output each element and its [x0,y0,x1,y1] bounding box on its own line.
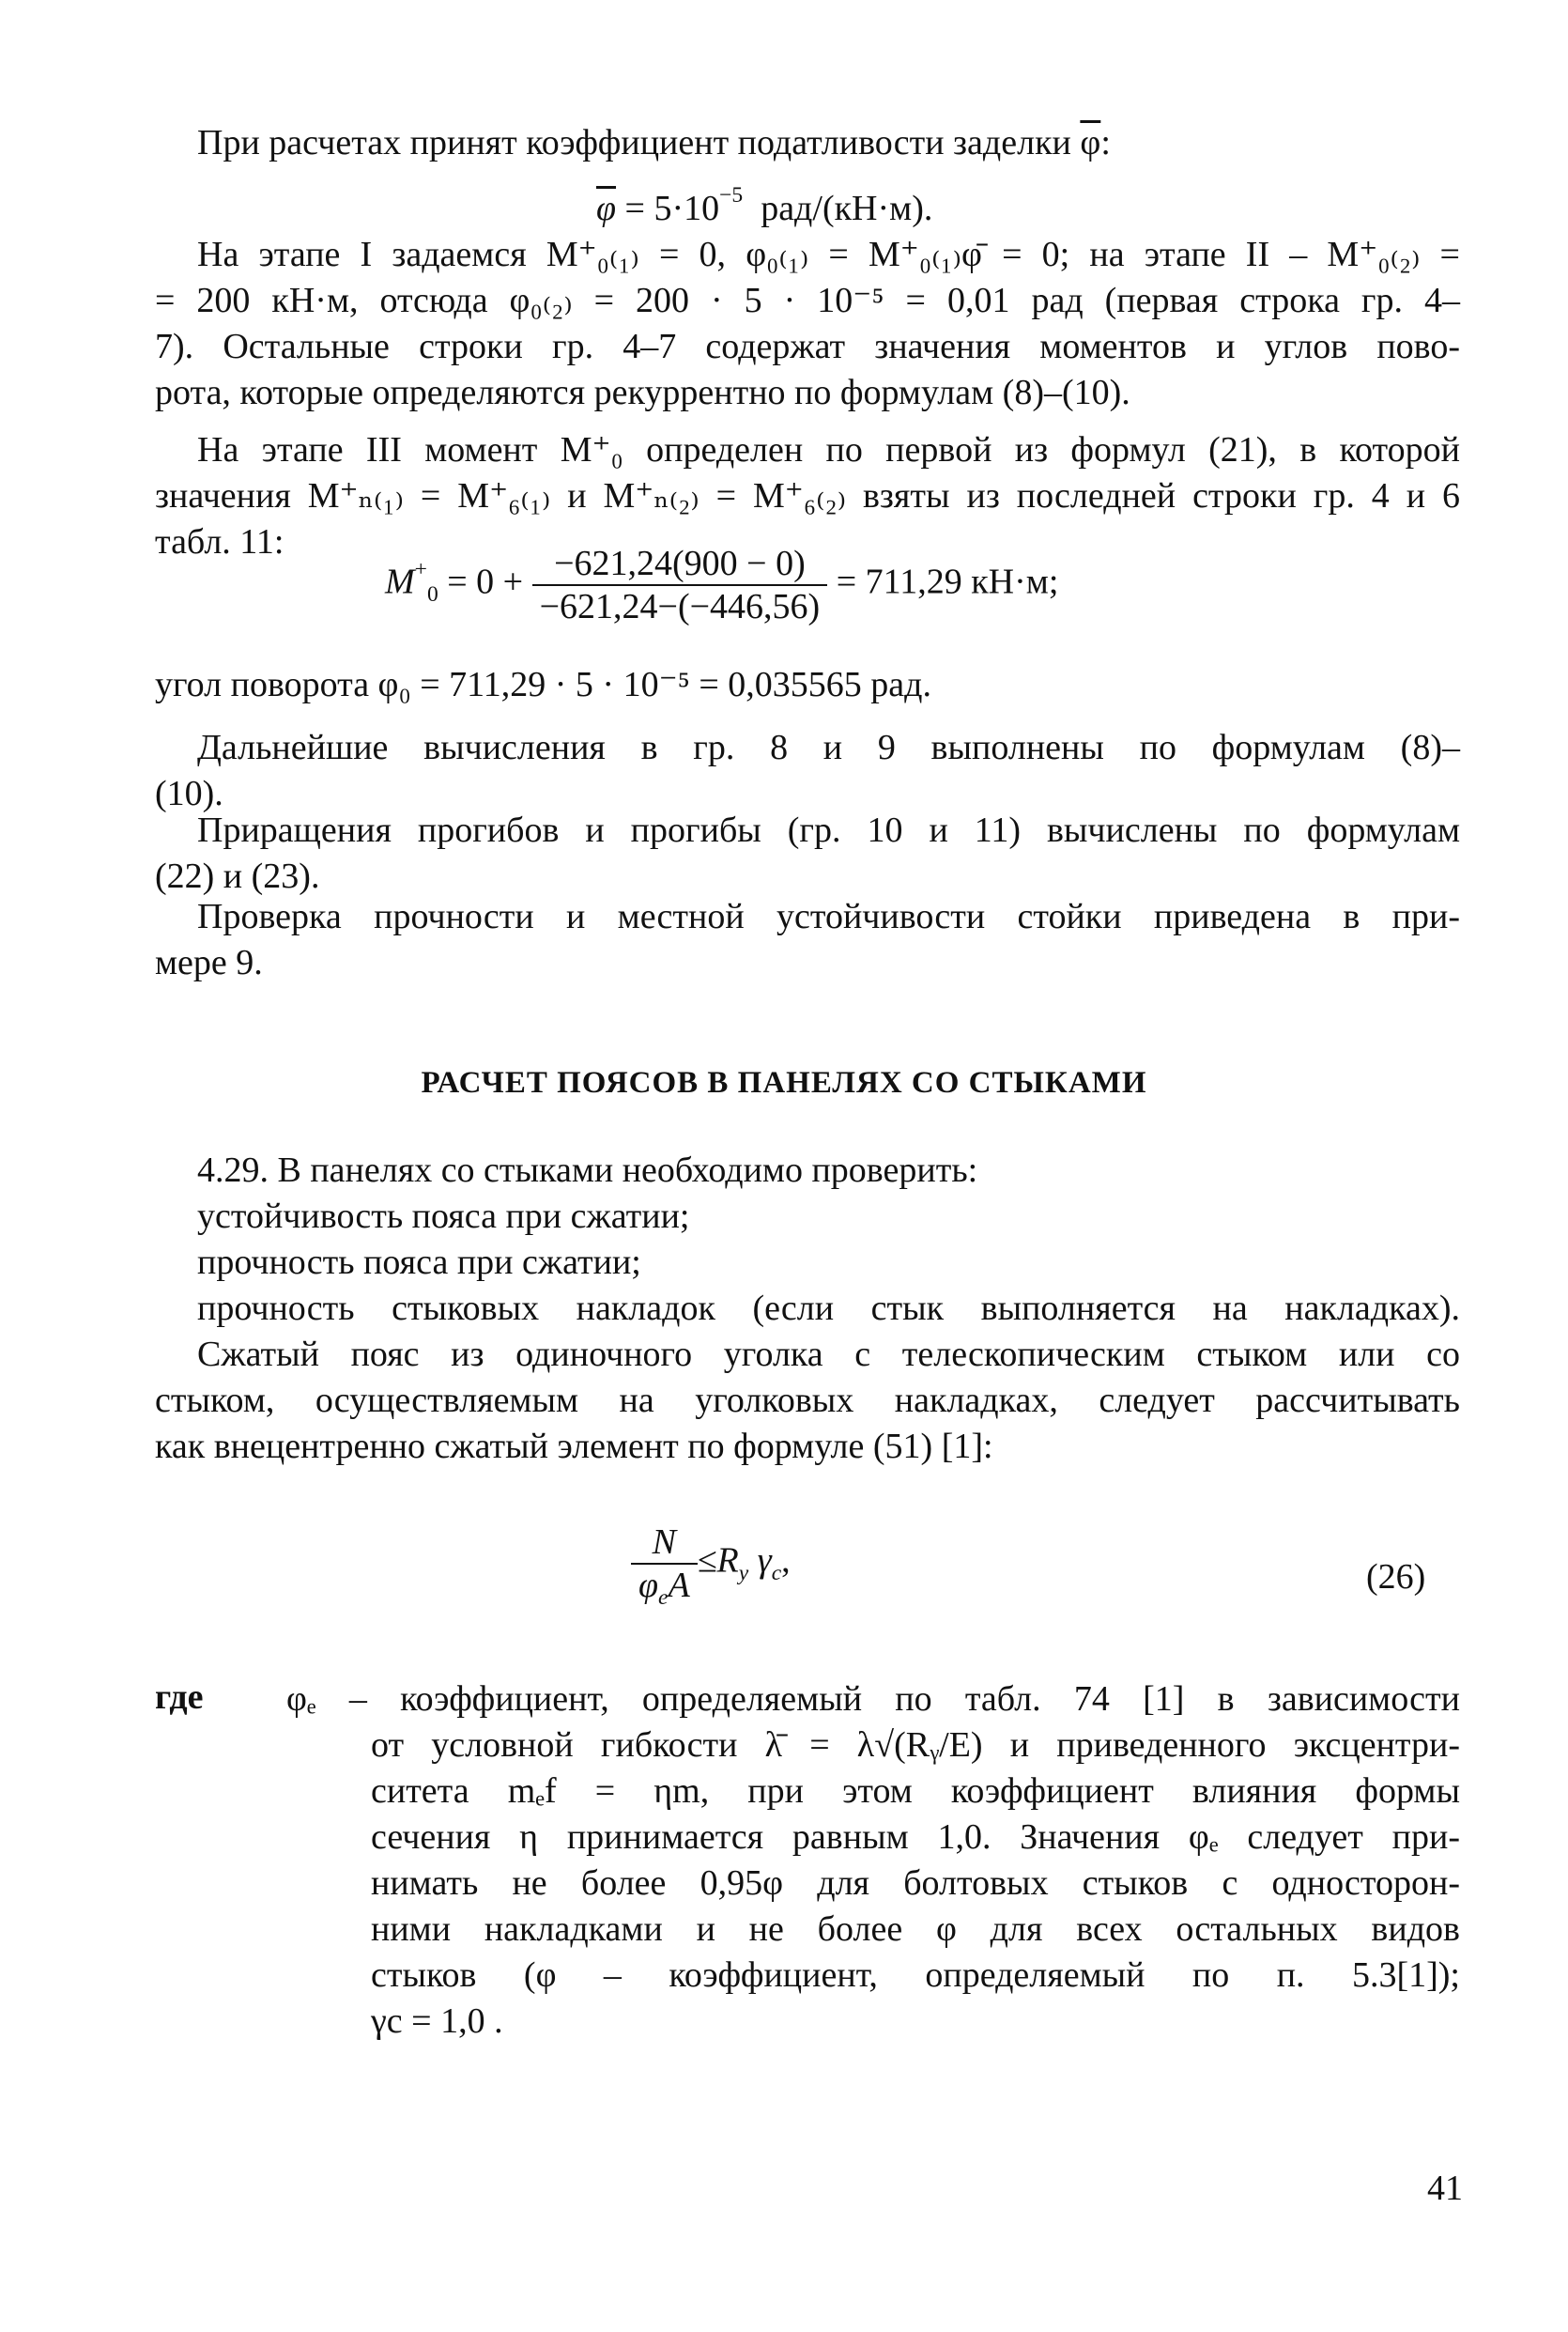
text-line: Сжатый пояс из одиночного уголка с телескопическим стыком или со [197,1335,1460,1374]
text-line: (10). [155,774,223,813]
text-line: ситета mₑf = ηm, при этом коэффициент влияния формы [371,1771,1460,1811]
definition-block [286,1676,1460,2045]
text-line: стыков (φ – коэффициент, определяемый по п. 5.3[1]); [371,1955,1460,1995]
where-label: где [155,1677,204,1717]
text-line: табл. 11: [155,522,284,562]
paragraph-check [155,894,1460,986]
text-line: стыком, осуществляемым на уголковых накладках, следует рассчитывать [155,1381,1460,1420]
text-line: ними накладками и не более φ для всех остальных видов [371,1909,1460,1949]
numerator: −621,24(900 − 0) [532,543,828,586]
text-line: от условной гибкости λ̄ = λ√(Rᵧ/E) и приведенного эксцентри- [371,1725,1460,1765]
text-line: (22) и (23). [155,857,320,896]
text-line: как внецентренно сжатый элемент по формуле (51) [1]: [155,1427,993,1466]
equation-number: (26) [1366,1557,1426,1597]
paragraph-intro: При расчетах принят коэффициент податливости заделки $\overline{\varphi}$: [197,123,1111,162]
paragraph-rotation-angle [155,662,1460,708]
fraction [532,543,828,627]
text-line: Дальнейшие вычисления в гр. 8 и 9 выполнены по формулам (8)– [197,728,1460,767]
denominator: −621,24−(−446,56) [539,587,821,626]
phi-symbol: $\overline{\varphi}$ [1080,123,1101,162]
text-line: прочность пояса при сжатии; [197,1243,641,1282]
text-line: γc = 1,0 . [371,2001,503,2041]
text-line: нимать не более 0,95φ для болтовых стыков с односторон- [371,1863,1460,1903]
paragraph-deflections [155,808,1460,900]
text-line: φₑ – коэффициент, определяемый по табл. 74 [1] в зависимости [286,1679,1460,1719]
text-line: мере 9. [155,943,263,982]
text-line: = 200 кН·м, отсюда φ₀₍₂₎ = 200 · 5 · 10⁻⁵ = 0,01 рад (первая строка гр. 4– [155,281,1460,320]
text-line: 7). Остальные строки гр. 4–7 содержат значения моментов и углов пово- [155,327,1460,366]
paragraph-further-calcs [155,725,1460,817]
text-line: сечения η принимается равным 1,0. Значения φₑ следует при- [371,1817,1460,1857]
text-line: Приращения прогибов и прогибы (гр. 10 и 11) вычислены по формулам [197,811,1460,850]
text-line: На этапе I задаемся M⁺₀₍₁₎ = 0, φ₀₍₁₎ = M⁺₀₍₁₎φ̄ = 0; на этапе II – M⁺₀₍₂₎ = [197,235,1460,274]
denominator: $\varphi_eA$ [638,1566,690,1611]
fraction [631,1521,698,1611]
text-line: значения M⁺ₙ₍₁₎ = M⁺₆₍₁₎ и M⁺ₙ₍₂₎ = M⁺₆₍₂₎ взяты из последней строки гр. 4 и 6 [155,476,1460,516]
equation-26: $\frac{N}{\varphi_eA}$ $\le R_y$ $\gamma_c$, [631,1521,791,1606]
text-line: 4.29. В панелях со стыками необходимо проверить: [197,1151,978,1190]
equation-phi: $\overline{\varphi} = 5\cdot 10^{-5}$ рад/(кН·м). [596,183,933,228]
paragraph-stages [155,232,1460,416]
paragraph-4-29 [155,1148,1460,1332]
text-line: Проверка прочности и местной устойчивости стойки приведена в при- [197,897,1460,936]
intro-text: При расчетах принят коэффициент податливости заделки [197,123,1071,162]
text-line: прочность стыковых накладок (если стык выполняется на накладках). [197,1289,1460,1328]
text-line: угол поворота φ₀ = 711,29 · 5 · 10⁻⁵ = 0,035565 рад. [155,665,932,704]
paragraph-compressed-chord [155,1332,1460,1470]
page-number: 41 [1427,2169,1463,2208]
equation-m0: $M^+_0 = 0$ + $\frac{-621,24(900 - 0)}{-621,24-(-446,56)}$ = 711,29 кН·м; [385,544,1059,626]
text-line: На этапе III момент M⁺₀ определен по первой из формул (21), в которой [197,430,1460,470]
section-heading: РАСЧЕТ ПОЯСОВ В ПАНЕЛЯХ СО СТЫКАМИ [421,1066,1147,1100]
text-line: рота, которые определяются рекуррентно по формулам (8)–(10). [155,373,1130,412]
text-line: устойчивость пояса при сжатии; [197,1197,690,1236]
numerator: N [631,1521,698,1565]
